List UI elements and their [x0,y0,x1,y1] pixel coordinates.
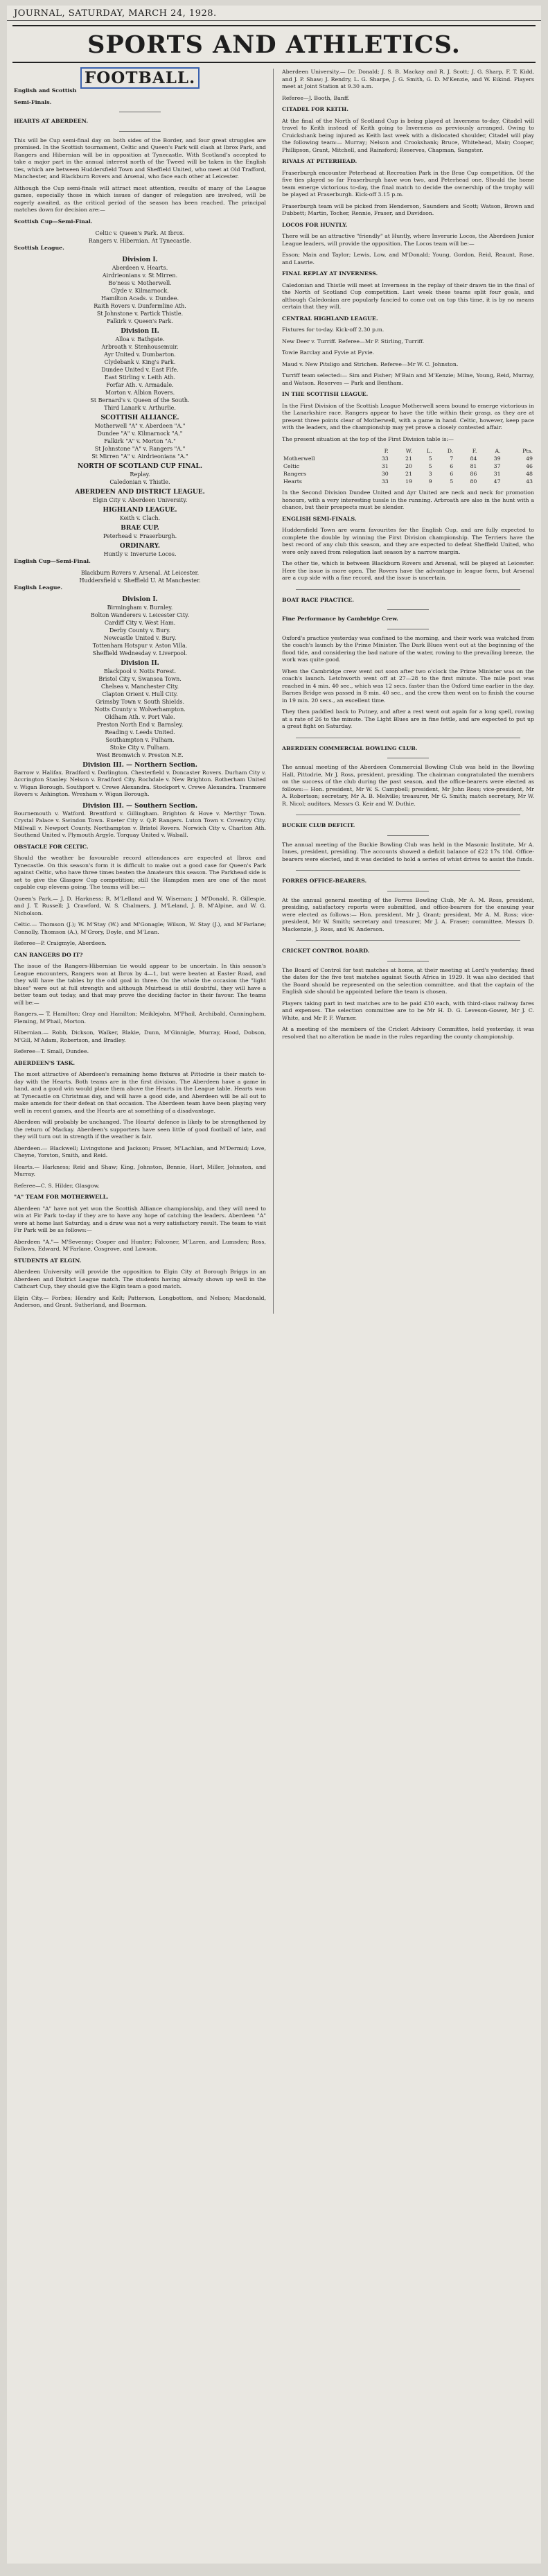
fixture-line: Cardiff City v. West Ham. [104,619,176,626]
fixture-line: Airdrieonians v. St Mirren. [102,272,178,279]
table-cell: 5 [428,455,432,462]
left-column [14,69,274,1314]
table-header-cell: F. [472,448,477,454]
article-paragraph: In the First Division of the Scottish League Motherwell seem bound to emerge victorious in the Lanarkshire race. Rangers appear to have the title within their grasp, as they are at present three points clear of Motherwell, with a game in hand. Celtic, however, keep pace with the leaders, and the championship may yet prove a closely contested affair. [282,402,534,430]
fixture-line: Raith Rovers v. Dunfermline Ath. [94,302,186,309]
fixture-line: Falkirk v. Queen's Park. [107,317,173,324]
article-paragraph: Fraserburgh team will be picked from Henderson, Saunders and Scott; Watson, Brown and Dubbett; Martin, Tocher, Rennie, Fraser, and Davidson. [282,202,534,216]
table-header-cell: Pts. [522,448,533,454]
buckie-headline: BUCKIE CLUB DEFICIT. [282,822,355,828]
newspaper-page [7,6,541,2564]
table-cell: 46 [526,463,533,469]
rule [296,589,520,590]
table-cell: 86 [470,471,477,477]
scottish-cup-block [14,218,266,245]
cricket-headline: CRICKET CONTROL BOARD. [282,948,370,954]
fixture-line: Blackpool v. Notts Forest. [103,668,177,675]
article-paragraph: At the annual general meeting of the Forres Bowling Club, Mr A. M. Ross, president, presiding, satisfactory reports were submitted, and office-bearers for the ensuing year were elected as follows:— Hon. president, Mr J. Grant; president, Mr A. M. Ross; vice-president, Mr W. Smith; secretary and treasurer, Mr J. A. Fraser; committee, Messrs D. Mackenzie, J. Ross, and W. Anderson. [282,896,534,932]
fixture-line: Arbroath v. Stenhousemuir. [101,343,179,350]
team-lineup: Aberdeen.— Blackwell; Livingstone and Jackson; Fraser, M'Lachlan, and M'Dermid; Love, Cheyne, Yorston, Smith, and Reid. [14,1145,266,1158]
fixture-line: Preston North End v. Barnsley. [96,721,184,728]
boat-race-subhead: Fine Performance by Cambridge Crew. [282,616,398,622]
fixture-line: Sheffield Wednesday v. Liverpool. [92,650,188,656]
article-paragraph: They then paddled back to Putney, and after a rest went out again for a long spell, rowing at a rate of 26 to the minute. The Light Blues are in fine fettle, and are expected to put up a great fight on Saturday. [282,708,534,729]
table-cell: 48 [526,471,533,477]
intro-paragraph-2: Although the Cup semi-finals will attract most attention, results of many of the League games, especially those in which issues of danger of relegation are involved, will be eagerly awaited, as the critical period of the season has been reached. The principal matches down for decision are:— [14,184,266,213]
rule [119,131,161,132]
table-header-cell: P. [384,448,389,454]
article-paragraph: Fixtures for to-day. Kick-off 2.30 p.m. [282,327,385,333]
article-paragraph: Aberdeen will probably be unchanged. The Hearts' defence is likely to be strengthened by the return of Mackay. Aberdeen's supporters have seen little of good football of late, and they will turn out in strength if the weather is fair. [14,1119,266,1140]
table-cell: 7 [450,455,454,462]
fixture-line: Bolton Wanderers v. Leicester City. [90,611,190,618]
subhead: HEARTS AT ABERDEEN. [14,118,89,124]
highland-heading: HIGHLAND LEAGUE. [103,506,177,514]
fixture-line: Dundee United v. East Fife. [101,366,179,373]
table-cell: 5 [450,478,454,485]
fixture-line: Maud v. New Pitsligo and Strichen. Referee—Mr W. C. Johnston. [282,360,459,367]
table-row [282,455,534,462]
english-league-block [14,584,266,839]
boat-race-headline: BOAT RACE PRACTICE. [282,596,354,603]
team-lineup: Queen's Park.— J. D. Harkness; R. M'Lelland and W. Wiseman; J. M'Donald, R. Gillespie, and J. T. Russell; J. Crawford, W. S. Chalmers, J. M'Leland, J. B. M'Alpine, and W. G. Nicholson. [14,895,266,916]
fixture-line: St Mirren "A" v. Airdrieonians "A." [91,453,188,460]
table-cell: 20 [405,463,412,469]
fixture-line: Bo'ness v. Motherwell. [108,279,172,286]
table-cell: 43 [526,478,533,485]
fixture-line: Falkirk "A" v. Morton "A." [104,437,176,444]
fixture-line: Reading v. Leeds United. [105,729,175,736]
table-cell: 39 [493,455,501,462]
columns [7,63,541,1314]
fixture-line: Clyde v. Kilmarnock. [111,287,169,294]
masthead: JOURNAL, SATURDAY, MARCH 24, 1928. [7,6,541,21]
rule [296,940,520,941]
scottish-league-block [14,245,266,558]
division-heading: Division III. — Southern Section. [82,802,197,810]
fixture-line: Forfar Ath. v. Armadale. [106,381,174,388]
article-paragraph: Oxford's practice yesterday was confined to the morning, and their work was watched from the coach's launch by the Prime Minister. The Dark Blues went out at the beginning of the flood tide, and considering the bad nature of the water, rowing to the prevailing breeze, the work was quite good. [282,634,534,663]
rule [387,835,429,836]
fixture-line: West Bromwich v. Preston N.E. [96,751,184,758]
football-label: FOOTBALL. [80,67,200,89]
table-header-row [282,447,534,455]
article-paragraph: The issue of the Rangers-Hibernian tie would appear to be uncertain. In this season's League encounters, Rangers won at Ibrox by 4—1, but were beaten at Easter Road, and they will have the tables by the odd goal in three. On the whole the occasion the "light blues" were out at full strength and although Muirhead is still doubtful, they will have a better team out today, and that may prove the deciding factor in their favour. The teams will be:— [14,963,266,1006]
article-paragraph: Caledonian and Thistle will meet at Inverness in the replay of their drawn tie in the final of the North of Scotland Cup competition. Last week these teams split four goals, and although Caledonian are popularly fancied to come out on top this time, it is by no means certain that they will. [282,281,534,310]
fixture-line: Caledonian v. Thistle. [109,478,170,485]
fixture-line: East Stirling v. Leith Ath. [104,374,176,381]
division-heading: Division I. [122,256,158,263]
table-cell: 49 [526,455,533,462]
fixture-line: Stoke City v. Fulham. [109,744,170,751]
fixture-line: Third Lanark v. Arthurlie. [104,404,176,411]
division-heading: Division II. [121,327,159,335]
referee-line: Referee—T. Small, Dundee. [14,1048,89,1054]
fixture-line: Alloa v. Bathgate. [115,336,165,342]
article-heading: STUDENTS AT ELGIN. [14,1257,82,1264]
rule [296,870,520,871]
table-header-cell: D. [447,448,454,454]
team-lineup: Esson; Main and Taylor; Lewis, Low, and M'Donald; Young, Gordon, Reid, Reaunt, Rose, and Lawrie. [282,252,534,266]
fixture-line: Huntly v. Inverurie Locos. [103,550,177,557]
table-cell: 21 [405,455,412,462]
table-cell: Rangers [283,471,307,477]
highland-subheading: ORDINARY. [119,542,161,550]
fixture-line: Replay. [130,471,150,478]
fixture-line: Notts County v. Wolverhampton. [94,706,186,713]
article-heading: RIVALS AT PETERHEAD. [282,158,357,164]
table-header-cell: W. [405,448,412,454]
division-heading: Division II. [121,659,159,667]
article-heading: CENTRAL HIGHLAND LEAGUE. [282,315,378,322]
league-standings-table [282,447,534,485]
table-row [282,478,534,485]
article-heading: CAN RANGERS DO IT? [14,951,83,958]
team-lineup: Hearts.— Harkness; Reid and Shaw; King, Johnston, Bennie, Hart, Miller, Johnston, and Murray. [14,1163,266,1177]
table-header-cell [282,447,366,455]
table-row [282,462,534,470]
table-cell: 31 [381,463,389,469]
division-heading: Division I. [122,595,158,603]
fixture-line: Morton v. Albion Rovers. [105,389,175,396]
table-cell: 5 [428,463,432,469]
table-cell: 19 [405,478,412,485]
fixture-line: Southampton v. Fulham. [105,736,175,743]
table-cell: 6 [450,463,454,469]
team-lineup: Aberdeen "A."— M'Sevenny; Cooper and Hunter; Falconer, M'Laren, and Lumsden; Ross, Fallows, Edward, M'Farlane, Cosgrove, and Lawson. [14,1238,266,1252]
article-paragraph: Should the weather be favourable record attendances are expected at Ibrox and Tynecastle. On this season's form it is difficult to make out a good case for Queen's Park against Celtic, who have three times beaten the Amateurs this season. The Parkhead side is set to give the Glasgow Cup competition; still the Hampden men are one of the most capable cup elevens going. The teams will be:— [14,855,266,890]
article-paragraph: The annual meeting of the Aberdeen Commercial Bowling Club was held in the Bowling Hall, Pittodrie, Mr J. Ross, president, presiding. The chairman congratulated the members on the success of the club during the past season, and the office-bearers were elected as follows:— Hon. president, Mr W. S. Campbell; president, Mr John Ross; vice-president, Mr A. Robertson; secretary, Mr A. B. Melville; treasurer, Mr G. Smith; match secretary, Mr W. R. Nicol; auditors, Messrs G. Keir and W. Duthie. [282,764,534,807]
fixture-line: St Bernard's v. Queen of the South. [90,397,190,403]
article-paragraph: The other tie, which is between Blackburn Rovers and Arsenal, will be played at Leicester. Here the issue is more open. The Rovers have the advantage in league form, but Arsenal are a cup side with a fine record, and the issue is uncertain. [282,560,534,581]
fixture-line: Ayr United v. Dumbarton. [104,351,176,358]
article-heading: IN THE SCOTTISH LEAGUE. [282,391,369,397]
alliance-heading: SCOTTISH ALLIANCE. [100,414,179,421]
fixture-line: St Johnstone "A" v. Rangers "A." [94,445,186,452]
fixture-line: Huddersfield v. Sheffield U. At Manchester. [79,577,201,584]
football-label-box [14,69,266,87]
fixture-line: New Deer v. Turriff. Referee—Mr P. Stirling, Turriff. [282,338,425,345]
article-heading: OBSTACLE FOR CELTIC. [14,843,89,850]
fixture-line: Peterhead v. Fraserburgh. [103,532,177,539]
table-cell: 3 [428,471,432,477]
english-cup-block [14,558,266,585]
referee-line: Referee—J. Booth, Banff. [282,94,350,101]
scottish-cup-heading: Scottish Cup—Semi-Final. [14,218,93,225]
team-lineup: Elgin City.— Forbes; Hendry and Kelt; Patterson, Longbottom, and Nelson; Macdonald, Anderson, and Grant. Sutherland, and Boarman. [14,1294,266,1308]
fixture-line: Hamilton Acads. v. Dundee. [100,295,179,302]
fixture-line: Elgin City v. Aberdeen University. [92,496,188,503]
fixture-line: Aberdeen v. Hearts. [112,264,168,271]
table-cell: 9 [428,478,432,485]
article-paragraph: The Board of Control for test matches at home, at their meeting at Lord's yesterday, fixed the dates for the five test matches against South Africa in 1929. It was also decided that the Board should be represented on the selection committee, and that the captain of the English side should be appointed before the team is chosen. [282,966,534,995]
article-paragraph: The present situation at the top of the First Division table is:— [282,435,454,442]
fixture-line: Birmingham v. Burnley. [107,604,173,611]
article-paragraph: Fraserburgh encounter Peterhead at Recreation Park in the Brae Cup competition. Of the five ties played so far Fraserburgh have won two, and Peterhead one. Should the home team emerge victorious to-day, the final match to decide the ownership of the trophy will be played at Fraserburgh. Kick-off 3.15 p.m. [282,169,534,198]
table-row [282,470,534,478]
fixture-line: Blackburn Rovers v. Arsenal. At Leicester. [80,570,200,576]
fixture-line: Rangers v. Hibernian. At Tynecastle. [88,238,192,244]
table-cell: 80 [470,478,477,485]
fixture-line: St Johnstone v. Partick Thistle. [96,310,184,317]
team-lineup: Celtic.— Thomson (J.); W. M'Stay (W.) and M'Gonagle; Wilson, W. Stay (J.), and M'Farlane; Connolly, Thomson (A.), M'Grory, Doyle, and M'Lean. [14,921,266,935]
table-cell: Hearts [283,478,302,485]
referee-line: Referee—P. Craigmyle, Aberdeen. [14,940,107,946]
article-paragraph: The most attractive of Aberdeen's remaining home fixtures at Pittodrie is their match to-day with the Hearts. Both teams are in the first division. The Aberdeen have a game in hand, and a good win would place them above the Hearts in the League table. Hearts won at Tynecastle on Christmas day, and will have a good side, and Aberdeen will be all out to make amends for their defeat on that occasion. The Aberdeen team have been playing very well in recent games, and the Hearts are at something of a disadvantage. [14,1071,266,1114]
fixture-line: Bristol City v. Swansea Town. [98,675,182,682]
article-heading: ABERDEEN'S TASK. [14,1059,76,1066]
section-banner: SPORTS AND ATHLETICS. [12,25,536,63]
table-cell: 37 [493,463,501,469]
division-fixtures: Barrow v. Halifax. Bradford v. Darlington. Chesterfield v. Doncaster Rovers. Durham City v. Accrington Stanley. Nelson v. Bradford City. Rochdale v. New Brighton. Rotherham United v. Wigan Borough. Southport v. Crewe Alexandra. Stockport v. Crewe Alexandra. Tranmere Rovers v. Ashington. Wrexham v. Wigan Borough. [14,769,266,797]
article-heading: LOCOS FOR HUNTLY. [282,221,348,228]
intro-paragraph-1: This will be Cup semi-final day on both sides of the Border, and four great struggles are promised. In the Scottish tournament, Celtic and Queen's Park will clash at Ibrox Park, and Rangers and Hibernian will be in opposition at Tynecastle. With Scotland's accepted to take a major part in the annual interest north of the Tweed will be taken in the English ties, which are between Huddersfield Town and Sheffield United, who meet at Old Trafford, Manchester, and Blackburn Rovers and Arsenal, who face each other at Leicester. [14,137,266,180]
team-lineup: Rangers.— T. Hamilton; Gray and Hamilton; Meiklejohn, M'Phail, Archibald, Cunningham, Fleming, M'Phail, Morton. [14,1011,266,1025]
aberdeen-district-heading: ABERDEEN AND DISTRICT LEAGUE. [75,488,205,496]
table-header-cell: L. [426,448,432,454]
fixture-line: Chelsea v. Manchester City. [100,683,179,690]
article-heading: ENGLISH SEMI-FINALS. [282,515,357,522]
table-cell: 47 [493,478,501,485]
table-cell: 30 [381,471,389,477]
forres-headline: FORRES OFFICE-BEARERS. [282,878,367,884]
table-cell: 33 [381,478,389,485]
english-league-heading: English League. [14,584,63,591]
fixture-line: Dundee "A" v. Kilmarnock "A." [97,430,183,437]
table-cell: 6 [450,471,454,477]
article-paragraph: In the Second Division Dundee United and Ayr United are neck and neck for promotion honours, with a very interesting tussle in the running. Arbroath are also in the hunt with a chance, but their prospects must be slender. [282,489,534,510]
article-paragraph: Players taking part in test matches are to be paid £30 each, with third-class railway fares and expenses. The selection committee are to be Mr H. D. G. Leveson-Gower, Mr J. C. White, and Mr P. F. Warner. [282,1000,534,1021]
fixture-line: Newcastle United v. Bury. [103,634,177,641]
rule [387,609,429,610]
table-cell: 84 [470,455,477,462]
article-heading: "A" TEAM FOR MOTHERWELL. [14,1194,109,1200]
right-column [282,69,534,1314]
article-paragraph: Aberdeen "A" have not yet won the Scottish Alliance championship, and they will need to win at Fir Park to-day if they are to have any hope of catching the leaders. Aberdeen "A" were at home last Saturday, and a draw was not a very satisfactory result. The team to visit Fir Park will be as follows:— [14,1205,266,1233]
fixture-line: Keith v. Clach. [119,514,161,521]
division-heading: Division III. — Northern Section. [82,761,197,769]
headline-1: English and Scottish [14,87,77,94]
fixture-line: Celtic v. Queen's Park. At Ibrox. [95,230,185,236]
article-heading: FINAL REPLAY AT INVERNESS. [282,270,378,277]
english-cup-heading: English Cup—Semi-Final. [14,557,91,564]
table-header-cell: A. [495,448,501,454]
article-paragraph: Huddersfield Town are warm favourites for the English Cup, and are fully expected to complete the double by winning the First Division championship. The Terriers have the best record of any club this season, and they are expected to defeat Sheffield United, who were only saved from relegation last season by a narrow margin. [282,527,534,555]
scottish-league-heading: Scottish League. [14,245,64,251]
fixture-line: Tottenham Hotspur v. Aston Villa. [92,642,188,649]
team-lineup: Aberdeen University.— Dr. Donald; J. S. B. Mackay and R. J. Scott; J. G. Sharp, F. T. Kidd, and J. P. Shaw; J. Rendry, L. G. Sharpe, J. G. Smith, G. D. M'Kenzie, and W. Eikind. Players meet at Joint Station at 9.30 a.m. [282,69,534,89]
fixture-line: Grimsby Town v. South Shields. [96,698,184,705]
highland-subheading: BRAE CUP. [121,524,159,532]
table-cell: Celtic [283,463,300,469]
fixture-line: Oldham Ath. v. Port Vale. [105,713,175,720]
bowling-headline: ABERDEEN COMMERCIAL BOWLING CLUB. [282,745,418,751]
division-fixtures: Bournemouth v. Watford. Brentford v. Gillingham. Brighton & Hove v. Merthyr Town. Crystal Palace v. Swindon Town. Exeter City v. Q.P. Rangers. Luton Town v. Coventry City. Millwall v. Newport County. Northampton v. Bristol Rovers. Norwich City v. Charlton Ath. Southend United v. Plymouth Argyle. Torquay United v. Walsall. [14,810,266,838]
article-paragraph: When the Cambridge crew went out soon after two o'clock the Prime Minister was on the coach's launch. Letchworth went off at 27—28 to the first minute. The mile post was reached in 4 min. 40 sec., which was 12 secs. faster than the Oxford time earlier in the day. Barnes Bridge was passed in 8 min. 40 sec., and the crew then went on to finish the course in 19 min. 20 secs., an excellent time. [282,668,534,704]
referee-line: Referee—C. S. Hilder, Glasgow. [14,1182,100,1189]
article-paragraph: The annual meeting of the Buckie Bowling Club was held in the Masonic Institute, Mr A. Innes, president, presiding. The accounts showed a deficit balance of £22 17s 10d. Office-bearers were elected, and it was decided to hold a series of whist drives to assist the funds. [282,841,534,862]
fixture-line: Turriff team selected:— Sim and Fisher; M'Bain and M'Kenzie; Milne, Young, Reid, Murray, and Watson. Reserves — Park and Bentham. [282,372,534,386]
fixture-line: Clydebank v. King's Park. [104,358,176,365]
fixture-line: Motherwell "A" v. Aberdeen "A." [94,422,186,429]
team-lineup: Hibernian.— Robb, Dickson, Walker, Blakie, Dunn, M'Ginnigle, Murray, Hood, Dobson, M'Gill, M'Adam, Robertson, and Bradley. [14,1029,266,1043]
table-cell: 33 [381,455,389,462]
fixture-line: Clapton Orient v. Hull City. [102,690,178,697]
table-cell: 21 [405,471,412,477]
article-paragraph: Aberdeen University will provide the opposition to Elgin City at Borough Briggs in an Aberdeen and District League match. The students having already shown up well in the Cathcart Cup, they should give the Elgin team a good match. [14,1269,266,1289]
table-cell: 81 [470,463,477,469]
nos-final-heading: NORTH OF SCOTLAND CUP FINAL. [78,462,202,470]
article-paragraph: At a meeting of the members of the Cricket Advisory Committee, held yesterday, it was resolved that no alteration be made in the rules regarding the county championship. [282,1026,534,1040]
article-paragraph: At the final of the North of Scotland Cup is being played at Inverness to-day, Citadel will travel to Keith instead of Keith going to Inverness as previously arranged. Owing to Cruickshank being injured as Keith last week with a dislocated shoulder, Citadel will play the following team:— Murray; Nelson and Crookshank; Bruce, Whitehead, Mair; Cooper, Phillipson, Grant, Mitchell, and Rainsford; Reserves, Chapman, Sangster. [282,117,534,153]
article-heading: CITADEL FOR KEITH. [282,106,348,112]
fixture-line: Towie Barclay and Fyvie at Fyvie. [282,349,375,356]
table-cell: Motherwell [283,455,315,462]
headline-2: Semi-Finals. [14,98,52,105]
fixture-line: Derby County v. Bury. [109,627,171,634]
article-paragraph: There will be an attractive "friendly" at Huntly, where Inverurie Locos, the Aberdeen Junior League leaders, will provide the opposition. The Locos team will be:— [282,233,534,247]
table-cell: 31 [493,471,501,477]
